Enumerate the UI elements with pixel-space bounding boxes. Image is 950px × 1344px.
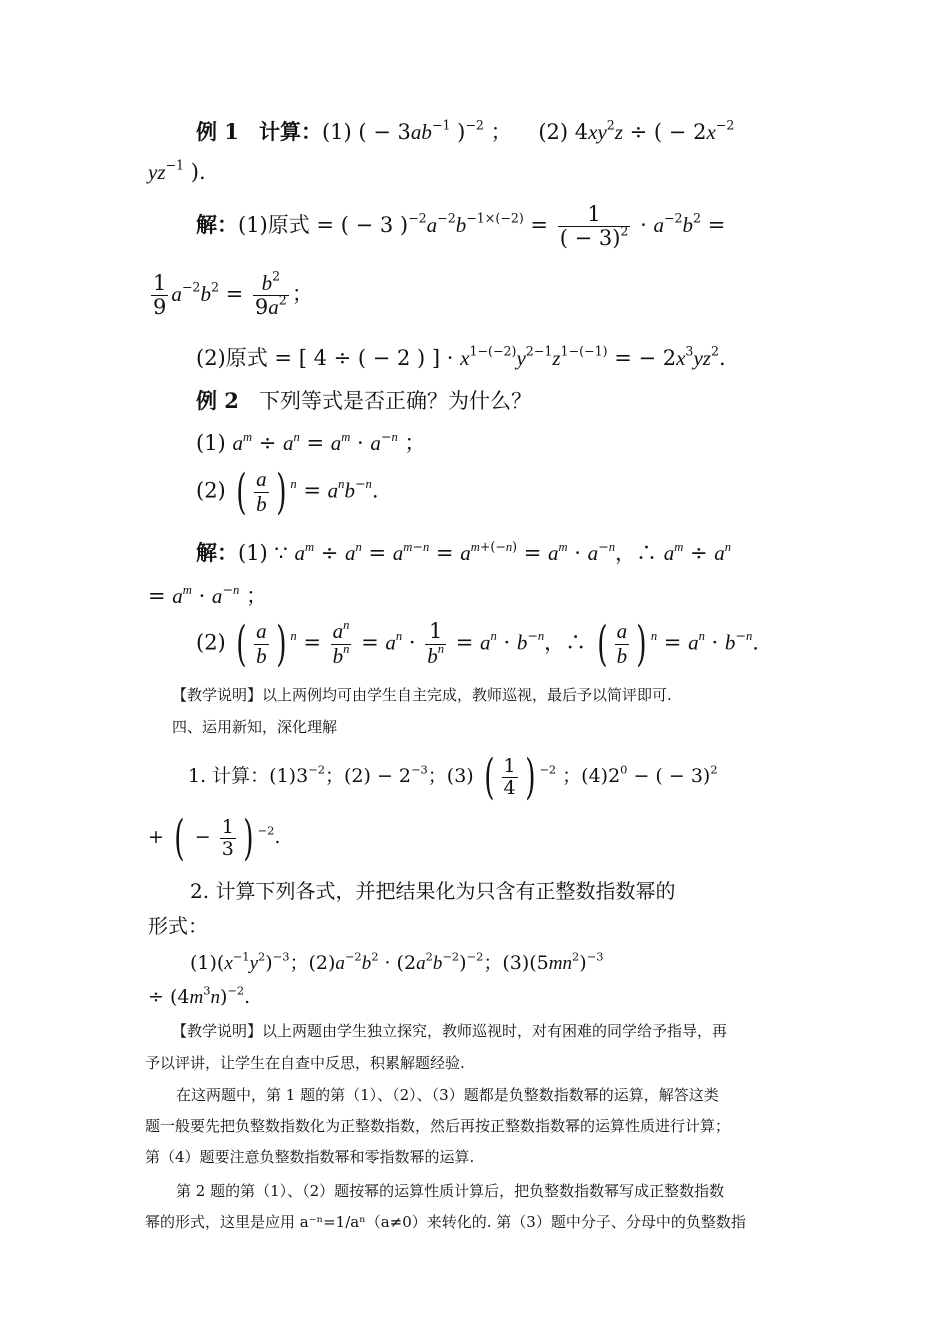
exercise-2-text-cont: 形式： — [148, 914, 208, 938]
exercise-2-items-cont: ÷ $(4m^3n)^{-2}$. — [148, 983, 251, 1008]
exercise-1: 1. 计算：$(1)3^{-2}$；$(2) - 2^{-3}$；(3) ( $\frac{1}{4}$ ) $^{-2}$ ；$(4)2^0$ − ( − 3)$^2$ — [188, 749, 718, 805]
exercise-2-text: 2. 计算下列各式，并把结果化为只含有正整数指数幂的 — [190, 879, 676, 903]
example-2-solution-1-cont: = $a^m \cdot a^{-n}$ ； — [148, 581, 267, 608]
fraction: $\frac{1}{( - 3)^2}$ — [559, 202, 629, 251]
example-1-label: 例 1 — [196, 119, 239, 144]
paragraph-2-line-2: 幂的形式，这里是应用 a⁻ⁿ=1/aⁿ（a≠0）来转化的. 第（3）题中分子、分母中的负整数指 — [145, 1213, 746, 1231]
example-1-problem-cont: $yz^{-1}$ ). — [148, 157, 206, 184]
paragraph-1-line-3: 第（4）题要注意负整数指数幂和零指数幂的运算. — [145, 1148, 475, 1166]
teaching-note-2-cont: 予以评讲，让学生在自查中反思，积累解题经验. — [145, 1054, 465, 1072]
example-1-solution-2: (2)原式 = [ 4 ÷ ( − 2 ) ] · $x^{1-(-2)}y^{2-1}z^{1-(-1)}$ = − $2x^3yz^2$. — [196, 343, 726, 370]
example-2-solution-1: 解：(1) ∵ $a^m \div a^n = a^{m-n} = a^{m+(-n)} = a^m \cdot a^{-n}$，∴ $a^m \div a^n$ — [196, 538, 732, 565]
example-2-label: 例 2 — [196, 388, 239, 413]
exercise-2-items: $(1)(x^{-1}y^2)^{-3}$；$(2)a^{-2}b^2 \cdot (2a^2b^{-2})^{-2}$；$(3)(5mn^2)^{-3}$ — [190, 949, 604, 974]
example-2-part-1: (1) $a^m \div a^n = a^m \cdot a^{-n}$ ； — [196, 428, 426, 455]
teaching-note-2: 【教学说明】以上两题由学生独立探究，教师巡视时，对有困难的同学给予指导，再 — [172, 1022, 728, 1040]
example-2-problem — [196, 385, 532, 415]
example-1-task: 计算： — [258, 119, 322, 144]
example-2-part-2: (2) ( $\frac{a}{b}$ ) $^n = a^nb^{-n}$. — [196, 464, 379, 520]
solution-label: 解： — [196, 212, 238, 238]
example-1-solution-1-cont: $\frac{1}{9}$ $a^{-2}b^2$ = $\frac{b^2}{9a^2}$ ； — [153, 268, 313, 320]
example-1-solution-1: 解：(1)原式 = ( − 3 )$^{-2}a^{-2}b^{-1\times(-2)}$ = $\frac{1}{( - 3)^2}$ · $a^{-2}b^2$ = — [196, 202, 726, 251]
example-2-solution-2: (2) ( $\frac{a}{b}$ ) $^n$ = $\frac{a^n}{b^n}$ = $a^n$ · $\frac{1}{b^n}$ = $a^n \cdot b^{-n}$，∴ ( $\frac{a}{b}$ ) $^n = a^n \cdot b^{-n}$. — [196, 616, 759, 672]
paragraph-1: 在这两题中，第 1 题的第（1）、（2）、（3）题都是负整数指数幂的运算，解答这类 — [176, 1086, 719, 1104]
example-2-question: 下列等式是否正确？为什么？ — [258, 389, 532, 413]
exercise-1-cont: + ( − $\frac{1}{3}$ ) $^{-2}$. — [148, 810, 281, 866]
teaching-note-1: 【教学说明】以上两例均可由学生自主完成，教师巡视，最后予以简评即可. — [172, 686, 672, 704]
paragraph-2: 第 2 题的第（1）、（2）题按幂的运算性质计算后，把负整数指数幂写成正整数指数 — [176, 1182, 725, 1200]
paragraph-1-line-2: 题一般要先把负整数指数化为正整数指数，然后再按正整数指数幂的运算性质进行计算； — [145, 1117, 731, 1135]
section-heading: 四、运用新知，深化理解 — [172, 718, 338, 736]
example-1-problem: 例 1 计算：(1) ( − $3ab^{-1}$ )$^{-2}$ ； (2) $4xy^2z$ ÷ ( − $2x^{-2}$ — [196, 117, 735, 144]
